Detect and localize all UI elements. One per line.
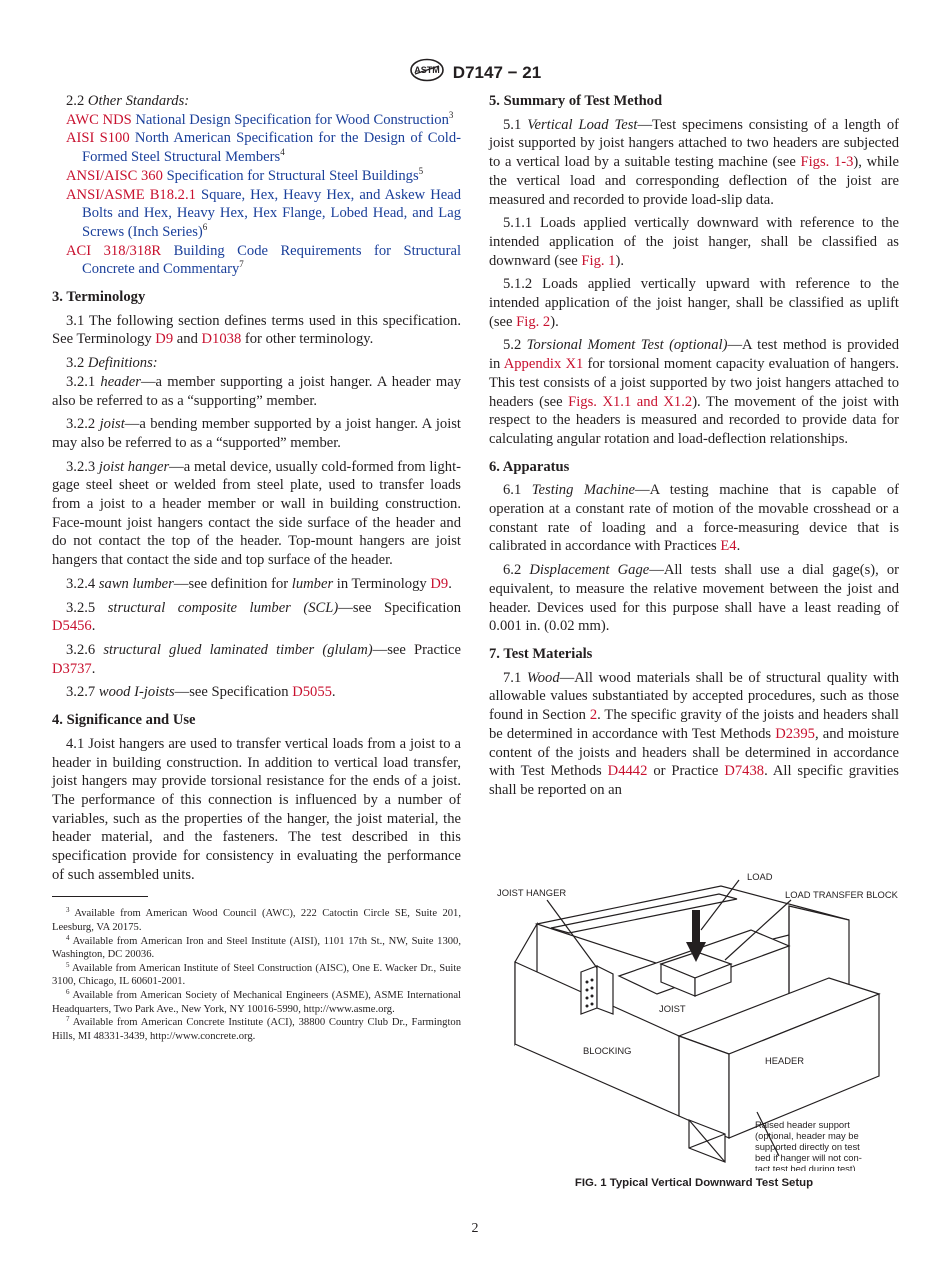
label-support-note-4: bed if hanger will not con-: [755, 1152, 862, 1163]
paragraph-5-1-1: 5.1.1 Loads applied vertically downward with reference to the intended application of the joist hanger, shall be classified as downward (see Fig. 1).: [489, 215, 899, 269]
figure-1-drawing: [489, 866, 899, 1171]
fig-1-link[interactable]: Fig. 1: [581, 252, 616, 269]
reference-title-link[interactable]: North American Specification for the Design of Cold-Formed Steel Structural Members: [82, 130, 461, 166]
d4442-link[interactable]: D4442: [607, 763, 648, 780]
section-6-heading: 6. Apparatus: [489, 458, 570, 475]
label-support-note-3: supported directly on test: [755, 1141, 860, 1152]
reference-code-link[interactable]: ANSI/ASME B18.2.1: [66, 186, 196, 203]
reference-ansi-aisc-360: ANSI/AISC 360 Specification for Structural Steel Buildings$^5$: [66, 165, 424, 184]
d3737-link[interactable]: D3737: [52, 660, 92, 677]
definition-glulam: 3.2.6 structural glued laminated timber (glulam)—see Practice D3737.: [52, 641, 461, 677]
fig-2-link[interactable]: Fig. 2: [516, 313, 551, 330]
footnote-7: $^7$ Available from American Concrete Institute (ACI), 38800 Country Club Dr., Farmington Hills, MI 48331-3439, http://www.concrete.org.: [52, 1015, 461, 1042]
d9-link[interactable]: D9: [430, 575, 449, 592]
section-7-heading: 7. Test Materials: [489, 645, 593, 662]
document-designation: D7147 − 21: [452, 62, 542, 82]
label-blocking: BLOCKING: [583, 1045, 632, 1056]
d5456-link[interactable]: D5456: [52, 618, 92, 635]
label-header: HEADER: [765, 1055, 805, 1066]
reference-title-link[interactable]: Square, Hex, Heavy Hex, and Askew Head Bolts and Hex, Heavy Hex, Hex Flange, Lobed Head, and Lag Screws (Inch Series): [82, 186, 461, 240]
definition-wood-i-joists: 3.2.7 wood I-joists—see Specification D5055.: [66, 684, 336, 701]
footnote-5: $^5$ Available from American Institute of Steel Construction (AISC), One E. Wacker Dr., Suite 3100, Chicago, IL 60601-2001.: [52, 960, 461, 988]
paragraph-7-1: 7.1 Wood—All wood materials shall be of structural quality with allowable values substantiated by accepted procedures, such as those found in Section 2. The specific gravity of the joists and headers shall be determined in accordance with Test Methods D2395, and moisture content of the joists and headers shall be determined in accordance with Test Methods D4442 or Practice D7438. All specific gravities shall be reported on an: [489, 669, 899, 798]
reference-awc-nds: AWC NDS National Design Specification for Wood Construction$^3$: [66, 109, 454, 128]
svg-text:ASTM: ASTM: [414, 65, 440, 75]
figs-1-3-link[interactable]: Figs. 1-3: [800, 154, 854, 171]
d7438-link[interactable]: D7438: [724, 763, 765, 780]
definition-scl: 3.2.5 structural composite lumber (SCL)—see Specification D5456.: [52, 599, 461, 635]
reference-ansi-asme-b18: ANSI/ASME B18.2.1 Square, Hex, Heavy Hex, and Askew Head Bolts and Hex, Heavy Hex, Hex Flange, Lobed Head, and Lag Screws (Inch Series)$^6$: [66, 186, 461, 240]
appendix-x1-link[interactable]: Appendix X1: [503, 356, 584, 373]
definition-header: 3.2.1 header—a member supporting a joist hanger. A header may also be referred to as a “supporting” member.: [52, 373, 462, 409]
left-column: [52, 92, 461, 1043]
section-5-heading: 5. Summary of Test Method: [489, 93, 663, 109]
label-support-note-5: tact test bed during test): [755, 1163, 856, 1171]
footnote-6: $^6$ Available from American Society of Mechanical Engineers (ASME), ASME International Headquarters, Two Park Ave., New York, NY 10016-5990, http://www.asme.org.: [52, 987, 461, 1015]
reference-aisi-s100: AISI S100 North American Specification for the Design of Cold-Formed Steel Structural Members$^4$: [66, 130, 461, 166]
astm-logo-icon: [409, 58, 445, 87]
definition-sawn-lumber: 3.2.4 sawn lumber—see definition for lumber in Terminology D9.: [66, 575, 452, 592]
reference-code-link[interactable]: ACI 318/318R: [66, 242, 162, 259]
test-setup-illustration: [489, 866, 899, 1171]
label-load-transfer-block: LOAD TRANSFER BLOCK: [785, 889, 898, 900]
d9-link[interactable]: D9: [155, 331, 174, 348]
label-support-note-1: Raised header support: [755, 1119, 850, 1130]
figure-1-caption: FIG. 1 Typical Vertical Downward Test Setup: [574, 1177, 814, 1189]
page-header: [0, 58, 950, 87]
section-3-heading: 3. Terminology: [52, 289, 146, 306]
d1038-link[interactable]: D1038: [201, 331, 242, 348]
section-3-2-heading: 3.2 Definitions:: [66, 355, 158, 372]
label-load: LOAD: [747, 871, 773, 882]
page-number: 2: [471, 1221, 479, 1236]
paragraph-6-2: 6.2 Displacement Gage—All tests shall use a dial gage(s), or equivalent, to measure the relative movement between the joist and header. Devices used for this purpose shall have a least reading of 0.001 in. (0.02 mm).: [489, 562, 899, 635]
reference-title-link[interactable]: Specification for Structural Steel Buildings: [166, 167, 419, 184]
reference-title-link[interactable]: Building Code Requirements for Structural Concrete and Commentary: [82, 242, 461, 278]
label-joist-hanger: JOIST HANGER: [497, 887, 567, 898]
paragraph-5-2: 5.2 Torsional Moment Test (optional)—A test method is provided in Appendix X1 for torsional moment capacity evaluation of hangers. This test consists of a joist supported by two joist hangers attached to headers (see Figs. X1.1 and X1.2). The movement of the joist with respect to the headers is measured and recorded to provide data for calculating angular rotation and load-deflection relationships.: [489, 337, 900, 447]
reference-code-link[interactable]: AWC NDS: [66, 111, 132, 128]
paragraph-5-1-2: 5.1.2 Loads applied vertically upward with reference to the intended application of the joist hanger, shall be classified as uplift (see Fig. 2).: [489, 276, 899, 330]
paragraph-5-1: 5.1 Vertical Load Test—Test specimens consisting of a length of joist supported by joist hangers attached to two headers are subjected to a vertical load by a suitable testing machine (see Figs. 1-3), while the vertical load and corresponding deflection of the joist are measured and recorded to provide load-slip data.: [489, 116, 899, 208]
label-support-note-2: (optional, header may be: [755, 1130, 859, 1141]
label-joist: JOIST: [659, 1003, 686, 1014]
figs-x1-link[interactable]: Figs. X1.1 and X1.2: [568, 393, 693, 410]
reference-aci-318: ACI 318/318R Building Code Requirements for Structural Concrete and Commentary$^7$: [66, 242, 461, 278]
paragraph-4-1: 4.1 Joist hangers are used to transfer vertical loads from a joist to a header in building construction. In addition to vertical load transfer, joist hangers may provide torsional resistance for the ends of a joist. The performance of this connection is influenced by a number of variables, such as the properties of the hanger, the joist material, the header material, and the fasteners. The test described in this specification provide for consistency in evaluating the performance of such assembled units.: [52, 735, 461, 883]
reference-title-link[interactable]: National Design Specification for Wood Construction: [135, 111, 449, 128]
d2395-link[interactable]: D2395: [775, 725, 815, 742]
paragraph-6-1: 6.1 Testing Machine—A testing machine that is capable of operation at a constant rate of motion of the movable crosshead or a constant rate of loading and a force-measuring device that is calibrated in accordance with Practices E4.: [489, 482, 899, 555]
paragraph-3-1: 3.1 The following section defines terms used in this specification. See Terminology D9 and D1038 for other terminology.: [52, 312, 461, 348]
footnote-3: $^3$ Available from American Wood Council (AWC), 222 Catoctin Circle SE, Suite 201, Leesburg, VA 20175.: [52, 906, 461, 934]
section-2-2-heading: 2.2 Other Standards:: [66, 93, 190, 109]
e4-link[interactable]: E4: [720, 538, 737, 555]
right-column: [489, 92, 899, 800]
d5055-link[interactable]: D5055: [292, 684, 332, 701]
reference-code-link[interactable]: AISI S100: [66, 130, 130, 147]
definition-joist: 3.2.2 joist—a bending member supported by a joist hanger. A joist may also be referred to as a “supported” member.: [52, 416, 461, 451]
definition-joist-hanger: 3.2.3 joist hanger—a metal device, usually cold-formed from light-gage steel sheet or welded from steel plate, used to transfer loads from a joist to a header member or wall in building construction. Face-mount joist hangers contact the side surface of the header and do not contact the top of the header. Top-mount hangers are joist hangers that contact the side and top surface of the header.: [52, 458, 461, 569]
section-4-heading: 4. Significance and Use: [52, 712, 196, 729]
reference-code-link[interactable]: ANSI/AISC 360: [66, 167, 163, 184]
footnote-4: $^4$ Available from American Iron and Steel Institute (AISI), 1101 17th St., NW, Suite 1300, Washington, DC 20036.: [52, 933, 461, 961]
section-2-link[interactable]: 2: [589, 707, 598, 724]
footnote-divider: [52, 896, 148, 897]
